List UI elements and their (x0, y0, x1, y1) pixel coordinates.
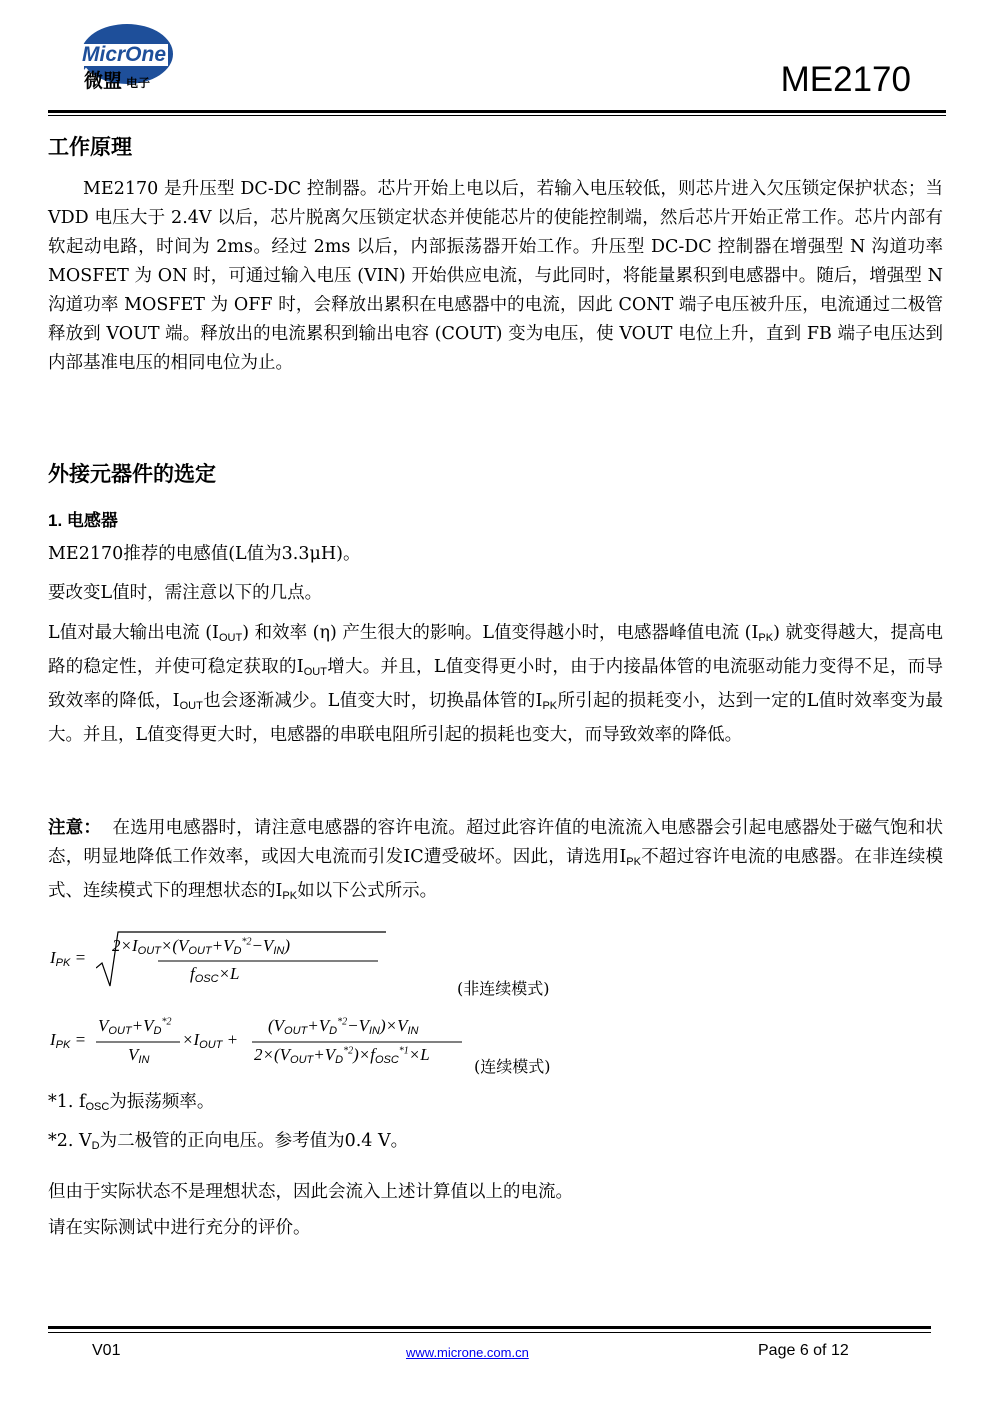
logo-text-en: MicrOne (82, 43, 167, 66)
footer-page-number: Page 6 of 12 (758, 1342, 849, 1359)
formula2-frac2-den: $2\times(V_{OUT}+V_D^{*2})\times f_{OSC}^{*1}\times L$ (254, 1045, 430, 1066)
footnote-fosc: *1. $f_{OSC}$为振荡频率。 (48, 1092, 215, 1113)
mode-discontinuous: (非连续模式) (457, 979, 550, 998)
formula1-numerator: $2\times I_{OUT}\times(V_{OUT}+V_D^{*2}-V_{IN})$ (112, 936, 290, 957)
subsection-inductor: 1. 电感器 (48, 511, 118, 530)
footnote-vd: *2. $V_D$为二极管的正向电压。参考值为0.4 V。 (48, 1131, 409, 1152)
inductor-change-note: 要改变L值时，需注意以下的几点。 (48, 583, 323, 603)
document-title: ME2170 (780, 60, 911, 99)
company-logo (70, 12, 190, 102)
section-title-principle: 工作原理 (48, 134, 132, 159)
attention-label: 注意： (48, 818, 102, 838)
principle-paragraph: ME2170 是升压型 DC-DC 控制器。芯片开始上电以后，若输入电压较低，则芯片进入欠压锁定保护状态；当 VDD 电压大于 2.4V 以后，芯片脱离欠压锁定状态并使能芯片的使能控制端，然后芯片开始正常工作。芯片内部有软起动电路，时间为 2ms。经过 2ms 以后，内部振荡器开始工作。升压型 DC-DC 控制器在增强型 N 沟道功率 MOSFET 为 ON 时，可通过输入电压 (VIN) 开始供应电流，与此同时，将能量累积到电感器中。随后，增强型 N 沟道功率 MOSFET 为 OFF 时，会释放出累积在电感器中的电流，因此 CONT 端子电压被升压，电流通过二极管释放到 VOUT 端。释放出的电流累积到输出电容 (COUT) 变为电压，使 VOUT 电位上升，直到 FB 端子电压达到内部基准电压的相同电位为止。 (48, 179, 943, 373)
closing-line-2: 请在实际测试中进行充分的评价。 (48, 1218, 311, 1238)
mode-continuous: (连续模式) (474, 1057, 551, 1076)
footer-rule-thin (48, 1332, 931, 1333)
formula1-denominator: $f_{OSC}\times L$ (190, 964, 240, 985)
footer-website-link[interactable]: www.microne.com.cn (406, 1345, 529, 1360)
footer-rule-thick (48, 1326, 931, 1329)
attention-paragraph: 注意： 在选用电感器时，请注意电感器的容许电流。超过此容许值的电流流入电感器会引起电感器处于磁气饱和状态，明显地降低工作效率，或因大电流而引发IC遭受破坏。因此，请选用$I_{PK}$不超过容许电流的电感器。在非连续模式、连续模式下的理想状态的$I_{PK}$如以下公式所示。 (48, 818, 944, 902)
formula2-frac1-den: $V_{IN}$ (128, 1045, 150, 1066)
header-rule-thick (48, 110, 946, 113)
footer-version: V01 (92, 1342, 121, 1359)
formula2-times-iout: $\times I_{OUT}$ + (182, 1030, 239, 1051)
header-rule-thin (48, 115, 946, 116)
formula2-frac2-num: $(V_{OUT}+V_D^{*2}-V_{IN})\times V_{IN}$ (268, 1016, 419, 1037)
closing-line-1: 但由于实际状态不是理想状态，因此会流入上述计算值以上的电流。 (48, 1182, 573, 1202)
inductor-recommend: ME2170推荐的电感值(L值为3.3μH)。 (48, 544, 361, 564)
inductor-effect-paragraph: L值对最大输出电流 $(I_{OUT})$ 和效率 (η) 产生很大的影响。L值变得越小时，电感器峰值电流 $(I_{PK})$ 就变得越大，提高电路的稳定性，并使可稳定获取的$I_{OUT}$增大。并且，L值变得更小时，由于内接晶体管的电流驱动能力变得不足，而导致效率的降低，$I_{OUT}$也会逐渐减少。L值变大时，切换晶体管的$I_{PK}$所引起的损耗变小，达到一定的L值时效率变为最大。并且，L值变得更大时，电感器的串联电阻所引起的损耗也变大，而导致效率的降低。 (48, 623, 943, 745)
logo-text-cn: 微盟 电子 (84, 70, 151, 92)
formula2-frac1-num: $V_{OUT}+V_D^{*2}$ (98, 1016, 172, 1037)
section-title-components: 外接元器件的选定 (48, 461, 216, 486)
formula-discontinuous: $I_{PK}$ = $2\times I_{OUT}\times(V_{OUT}+V_D^{*2}-V_{IN})$ $f_{OSC}\times L$ (非连续模式) (48, 930, 608, 1000)
formula-continuous: $I_{PK}$ = $V_{OUT}+V_D^{*2}$ $V_{IN}$ $\times I_{OUT}$ + $(V_{OUT}+V_D^{*2}-V_{IN})\times V_{IN}$ $2\times(V_{OUT}+V_D^{*2})\times f_{OSC}^{*1}\times L$ (连续模式) (48, 1010, 608, 1078)
